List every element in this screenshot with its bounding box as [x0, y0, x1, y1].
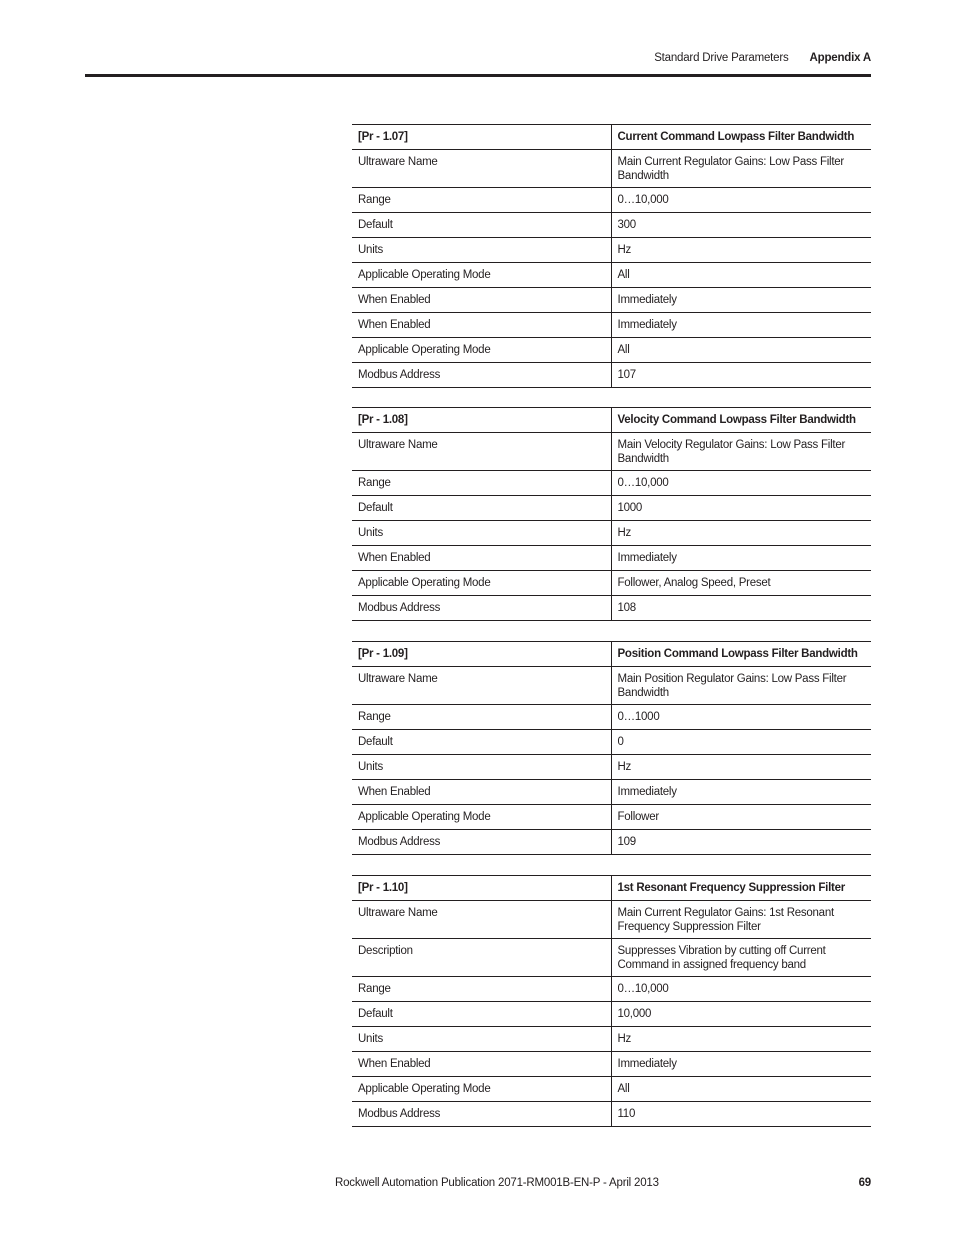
field-value: All	[611, 263, 871, 288]
parameter-title: Current Command Lowpass Filter Bandwidth	[611, 125, 871, 150]
table-row	[352, 313, 871, 338]
field-value: Main Current Regulator Gains: 1st Resonant Frequency Suppression Filter	[611, 901, 871, 939]
header-section-title: Standard Drive Parameters	[654, 52, 789, 64]
field-name: Applicable Operating Mode	[352, 1077, 611, 1102]
field-value: Hz	[611, 1027, 871, 1052]
field-name: Range	[352, 977, 611, 1002]
field-name: Ultraware Name	[352, 150, 611, 188]
field-name: Description	[352, 939, 611, 977]
parameter-id: [Pr - 1.07]	[352, 125, 611, 150]
field-value: 0…1000	[611, 705, 871, 730]
field-value: 1000	[611, 496, 871, 521]
field-name: Default	[352, 496, 611, 521]
table-row	[352, 496, 871, 521]
table-row	[352, 939, 871, 977]
table-row	[352, 901, 871, 939]
field-value: Immediately	[611, 288, 871, 313]
table-row	[352, 805, 871, 830]
field-name: Modbus Address	[352, 1102, 611, 1127]
table-row	[352, 1102, 871, 1127]
parameter-id: [Pr - 1.09]	[352, 642, 611, 667]
table-row	[352, 1002, 871, 1027]
table-row	[352, 1077, 871, 1102]
field-name: Range	[352, 471, 611, 496]
table-row	[352, 433, 871, 471]
table-row	[352, 238, 871, 263]
parameter-title: 1st Resonant Frequency Suppression Filter	[611, 876, 871, 901]
field-name: Ultraware Name	[352, 433, 611, 471]
field-value: Main Velocity Regulator Gains: Low Pass Filter Bandwidth	[611, 433, 871, 471]
table-row	[352, 705, 871, 730]
field-value: 110	[611, 1102, 871, 1127]
field-value: 107	[611, 363, 871, 388]
field-value: 108	[611, 596, 871, 621]
table-header-row	[352, 408, 871, 433]
field-value: 10,000	[611, 1002, 871, 1027]
field-name: Default	[352, 730, 611, 755]
header-appendix-label: Appendix A	[809, 52, 871, 64]
table-row	[352, 288, 871, 313]
table-row	[352, 977, 871, 1002]
table-row	[352, 667, 871, 705]
field-name: Ultraware Name	[352, 667, 611, 705]
parameter-table-pr-1-07	[352, 124, 871, 388]
page-number: 69	[858, 1177, 871, 1189]
table-header-row	[352, 125, 871, 150]
field-name: Modbus Address	[352, 830, 611, 855]
table-row	[352, 730, 871, 755]
field-name: Applicable Operating Mode	[352, 338, 611, 363]
table-header-row	[352, 642, 871, 667]
field-value: Suppresses Vibration by cutting off Current Command in assigned frequency band	[611, 939, 871, 977]
field-value: Follower	[611, 805, 871, 830]
parameter-id: [Pr - 1.10]	[352, 876, 611, 901]
running-header	[654, 52, 871, 64]
field-value: 0…10,000	[611, 188, 871, 213]
field-name: Modbus Address	[352, 596, 611, 621]
table-row	[352, 780, 871, 805]
field-name: When Enabled	[352, 546, 611, 571]
field-value: 109	[611, 830, 871, 855]
field-name: When Enabled	[352, 1052, 611, 1077]
field-name: Units	[352, 755, 611, 780]
field-value: Immediately	[611, 546, 871, 571]
parameter-id: [Pr - 1.08]	[352, 408, 611, 433]
field-value: 0	[611, 730, 871, 755]
field-value: 300	[611, 213, 871, 238]
field-name: When Enabled	[352, 288, 611, 313]
table-row	[352, 571, 871, 596]
parameter-title: Velocity Command Lowpass Filter Bandwidth	[611, 408, 871, 433]
table-row	[352, 830, 871, 855]
parameter-title: Position Command Lowpass Filter Bandwidth	[611, 642, 871, 667]
field-name: Range	[352, 188, 611, 213]
parameter-table-pr-1-09	[352, 641, 871, 855]
field-value: Immediately	[611, 1052, 871, 1077]
field-name: Modbus Address	[352, 363, 611, 388]
field-value: Main Current Regulator Gains: Low Pass Filter Bandwidth	[611, 150, 871, 188]
table-row	[352, 188, 871, 213]
field-name: Applicable Operating Mode	[352, 805, 611, 830]
field-name: Units	[352, 238, 611, 263]
field-name: When Enabled	[352, 780, 611, 805]
table-row	[352, 263, 871, 288]
field-value: Main Position Regulator Gains: Low Pass Filter Bandwidth	[611, 667, 871, 705]
field-name: Units	[352, 1027, 611, 1052]
field-value: Hz	[611, 238, 871, 263]
table-header-row	[352, 876, 871, 901]
table-row	[352, 521, 871, 546]
field-value: Immediately	[611, 313, 871, 338]
field-name: When Enabled	[352, 313, 611, 338]
field-value: Hz	[611, 755, 871, 780]
field-name: Range	[352, 705, 611, 730]
field-name: Units	[352, 521, 611, 546]
table-row	[352, 471, 871, 496]
field-name: Applicable Operating Mode	[352, 571, 611, 596]
table-row	[352, 546, 871, 571]
field-name: Ultraware Name	[352, 901, 611, 939]
parameter-table-pr-1-08	[352, 407, 871, 621]
field-value: 0…10,000	[611, 471, 871, 496]
table-row	[352, 150, 871, 188]
field-value: Follower, Analog Speed, Preset	[611, 571, 871, 596]
field-value: All	[611, 338, 871, 363]
field-name: Applicable Operating Mode	[352, 263, 611, 288]
header-rule	[85, 74, 871, 77]
field-value: Hz	[611, 521, 871, 546]
table-row	[352, 1052, 871, 1077]
field-value: Immediately	[611, 780, 871, 805]
field-value: All	[611, 1077, 871, 1102]
field-value: 0…10,000	[611, 977, 871, 1002]
parameter-table-pr-1-10	[352, 875, 871, 1127]
table-row	[352, 213, 871, 238]
table-row	[352, 596, 871, 621]
table-row	[352, 755, 871, 780]
table-row	[352, 1027, 871, 1052]
table-row	[352, 338, 871, 363]
publication-info: Rockwell Automation Publication 2071-RM001B-EN-P - April 2013	[335, 1177, 659, 1189]
table-row	[352, 363, 871, 388]
field-name: Default	[352, 213, 611, 238]
field-name: Default	[352, 1002, 611, 1027]
